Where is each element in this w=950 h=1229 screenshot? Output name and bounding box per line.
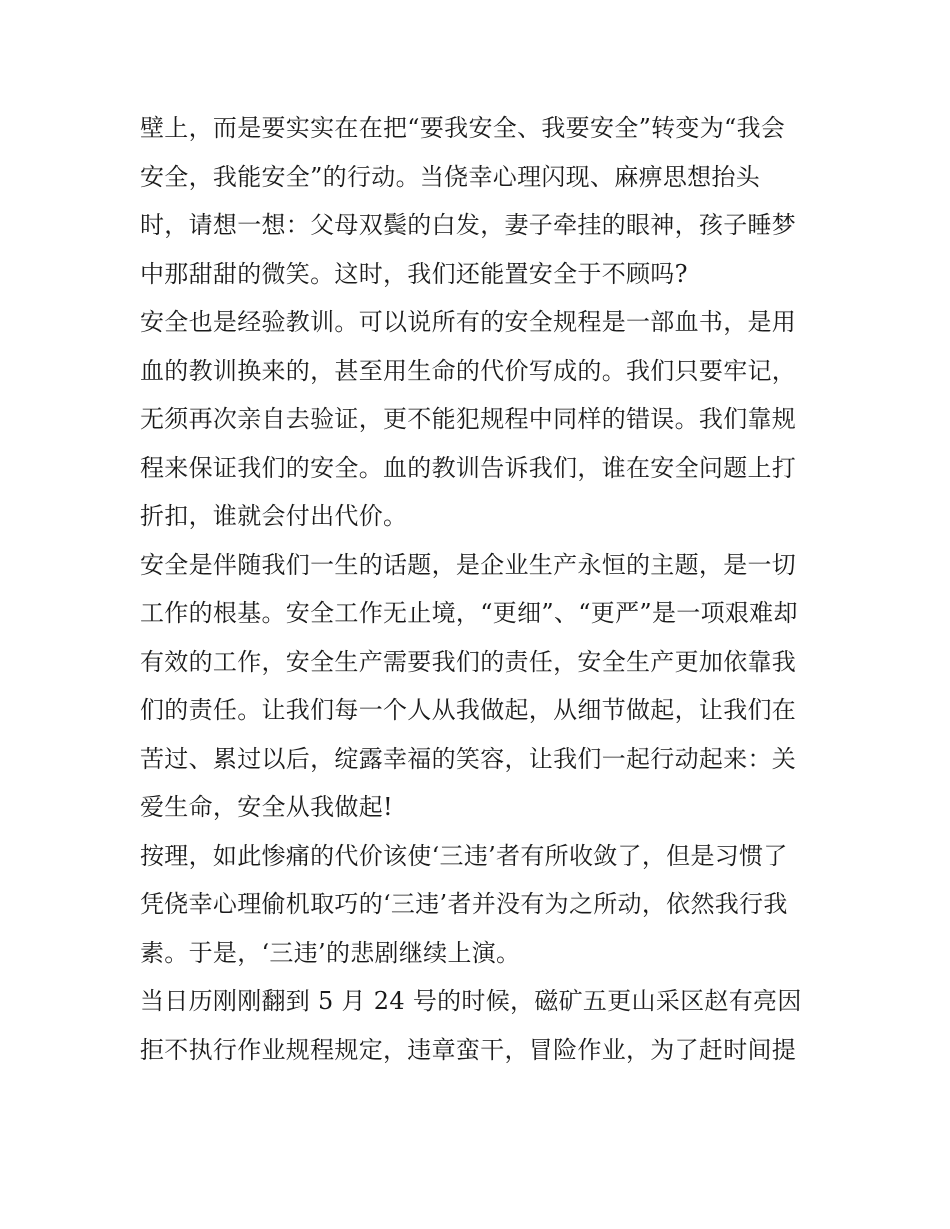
text-line: 中那甜甜的微笑。这时，我们还能置安全于不顾吗? bbox=[140, 259, 688, 288]
text-line: 拒不执行作业规程规定，违章蛮干，冒险作业，为了赶时间提 bbox=[140, 1035, 797, 1064]
text-line: 爱生命，安全从我做起! bbox=[140, 793, 393, 821]
text-line: 苦过、累过以后，绽露幸福的笑容，让我们一起行动起来：关 bbox=[140, 744, 797, 773]
text-line: 壁上，而是要实实在在把“要我安全、我要安全”转变为“我会 bbox=[140, 114, 786, 142]
text-line: 凭侥幸心理偷机取巧的‘三违’者并没有为之所动，依然我行我 bbox=[140, 890, 788, 918]
text-line: 按理，如此惨痛的代价该使‘三违’者有所收敛了，但是习惯了 bbox=[140, 841, 788, 870]
text-line: 时，请想一想：父母双鬓的白发，妻子牵挂的眼神，孩子睡梦 bbox=[140, 211, 797, 239]
text-line: 们的责任。让我们每一个人从我做起，从细节做起，让我们在 bbox=[140, 696, 797, 724]
body-text bbox=[140, 104, 820, 1074]
text-line: 有效的工作，安全生产需要我们的责任，安全生产更加依靠我 bbox=[140, 647, 797, 676]
text-line: 血的教训换来的，甚至用生命的代价写成的。我们只要牢记， bbox=[140, 356, 797, 385]
text-line: 安全也是经验教训。可以说所有的安全规程是一部血书，是用 bbox=[140, 308, 797, 336]
text-line: 折扣，谁就会付出代价。 bbox=[140, 502, 408, 530]
text-line: 无须再次亲自去验证，更不能犯规程中同样的错误。我们靠规 bbox=[140, 405, 797, 433]
text-line: 工作的根基。安全工作无止境，“更细”、“更严”是一项艰难却 bbox=[140, 599, 798, 627]
text-line: 安全，我能安全”的行动。当侥幸心理闪现、麻痹思想抬头 bbox=[140, 162, 761, 191]
text-line: 安全是伴随我们一生的话题，是企业生产永恒的主题，是一切 bbox=[140, 550, 797, 579]
text-line: 当日历刚刚翻到 5 月 24 号的时候，磁矿五更山采区赵有亮因 bbox=[140, 987, 802, 1015]
text-line: 素。于是，‘三违’的悲剧继续上演。 bbox=[140, 938, 521, 967]
text-line: 程来保证我们的安全。血的教训告诉我们，谁在安全问题上打 bbox=[140, 453, 797, 482]
